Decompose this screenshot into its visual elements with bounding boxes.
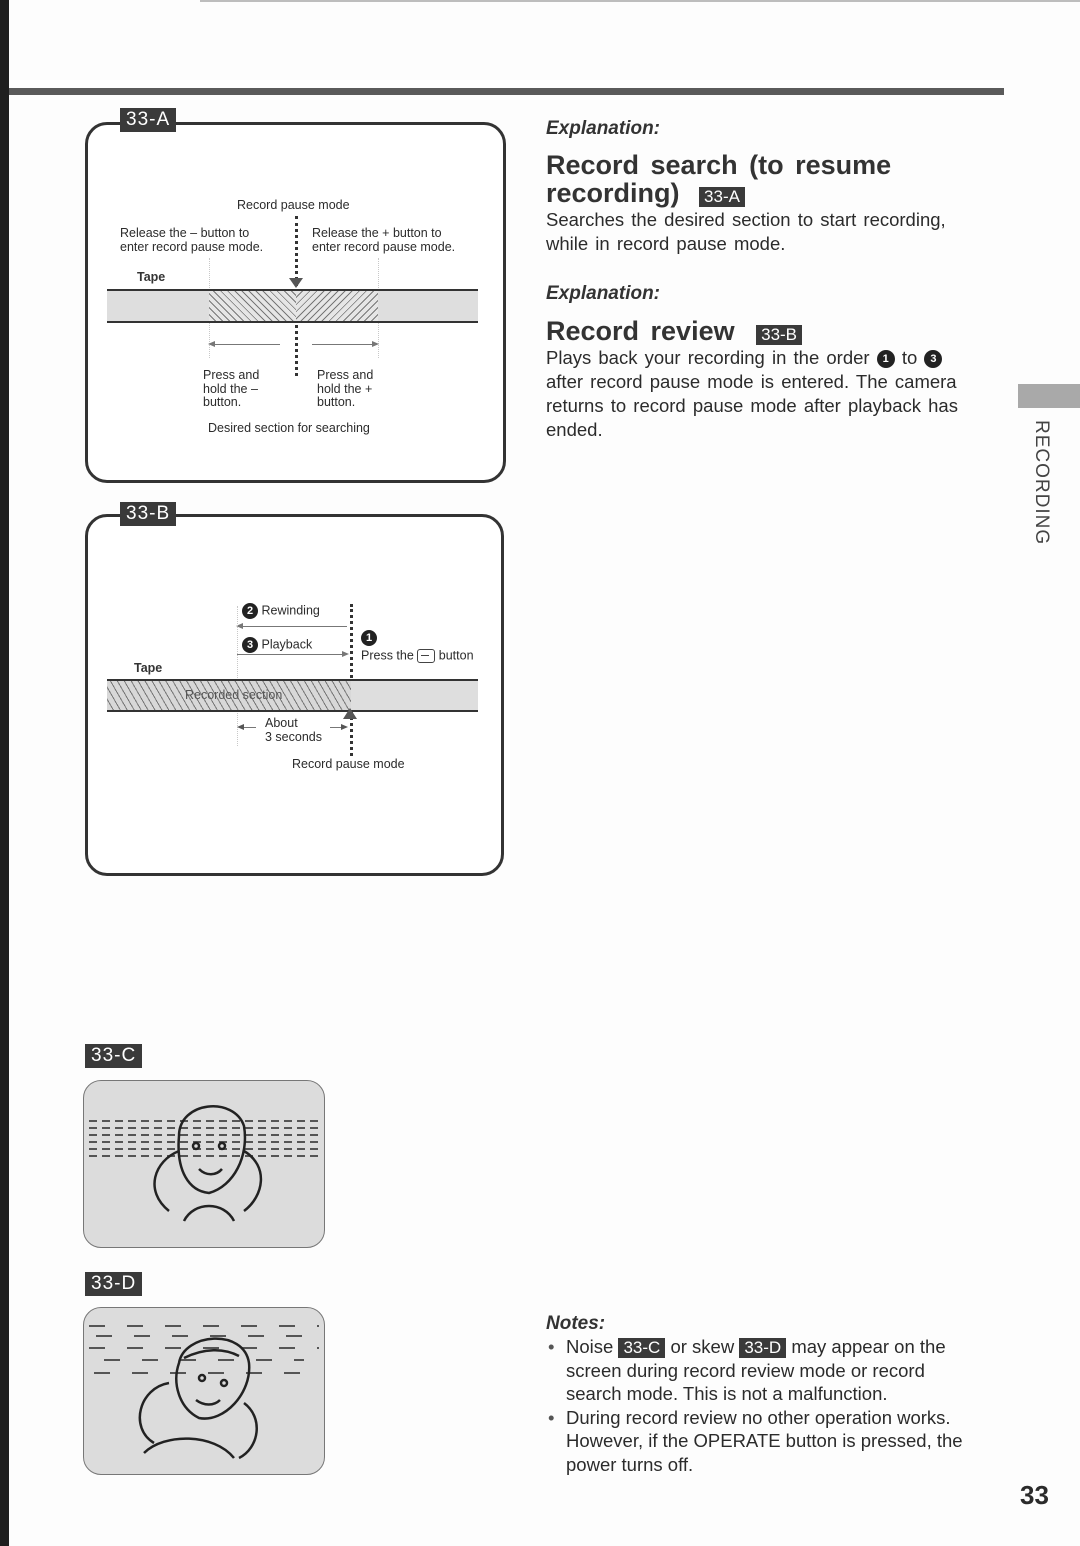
fig-b-rewind-arrow [240, 626, 347, 627]
record-search-title-line2 [546, 179, 891, 207]
record-review-body-line3: returns to record pause mode after playback has [546, 395, 958, 416]
explanation-label-1: Explanation: [546, 118, 661, 139]
record-search-title-line1: Record search (to resume [546, 150, 892, 180]
fig-b-about-left-arrowhead-icon [237, 724, 244, 730]
fig-b-playback-arrowhead-icon [342, 651, 349, 657]
figure-33b-tag: 33-B [120, 502, 176, 526]
binding-edge [0, 0, 9, 1546]
note-1-line2: screen during record review mode or record [566, 1359, 925, 1381]
record-review-button-icon [417, 649, 435, 663]
ref-tag-33c: 33-C [618, 1338, 665, 1358]
notes-label: Notes: [546, 1313, 606, 1334]
figure-33d-skew-illustration [83, 1307, 325, 1475]
fig-a-release-plus [312, 227, 455, 254]
body-line1-text: Plays back your recording in the order [546, 347, 870, 368]
note-item-1 [546, 1335, 996, 1406]
fig-a-down-arrow-icon [289, 278, 303, 288]
record-search-body-line2: while in record pause mode. [546, 233, 786, 254]
note-1-line1 [566, 1335, 996, 1359]
note-1-line3: search mode. This is not a malfunction. [566, 1383, 888, 1404]
figure-33c-tag: 33-C [85, 1044, 142, 1068]
fig-a-right-arrowhead-icon [372, 341, 379, 347]
press-plus-line1: Press and [317, 368, 374, 382]
record-search-body-line1: Searches the desired section to start recording, [546, 209, 946, 230]
side-tab-marker [1018, 384, 1080, 408]
section-title-record-search [546, 151, 891, 207]
step-3-badge: 3 [242, 637, 258, 653]
fig-b-recorded-section-label: Recorded section [185, 688, 283, 702]
order-to-badge: 3 [924, 350, 942, 368]
about-line2: 3 seconds [265, 729, 322, 744]
rewinding-label: Rewinding [261, 603, 320, 618]
note-2-line2: However, if the OPERATE button is pressed, the [566, 1430, 963, 1451]
note-1-post: may appear on the [791, 1336, 946, 1357]
figure-33c-noise-illustration [83, 1080, 325, 1248]
note-1-mid: or skew [670, 1336, 735, 1357]
fig-a-press-minus [203, 369, 259, 410]
notes-list [546, 1335, 996, 1476]
ref-tag-33a: 33-A [699, 187, 745, 207]
side-tab-label: RECORDING [1031, 420, 1052, 546]
record-search-title-text: recording) [546, 178, 680, 208]
release-minus-line2: enter record pause mode. [120, 239, 264, 254]
record-search-body [546, 208, 946, 256]
press-the-label: Press the [361, 648, 414, 663]
press-minus-line1: Press and [203, 368, 260, 382]
figure-33a-tag: 33-A [120, 108, 176, 132]
fig-b-playback [242, 637, 312, 653]
ref-tag-33d: 33-D [739, 1338, 786, 1358]
fig-b-tape-label: Tape [134, 661, 163, 675]
fig-b-playback-arrow [237, 654, 343, 655]
fig-b-tape [107, 679, 478, 712]
press-minus-line2: hold the – [203, 381, 258, 396]
explanation-label-2: Explanation: [546, 283, 661, 304]
step-2-badge: 2 [242, 603, 258, 619]
page-number: 33 [1020, 1480, 1049, 1510]
fig-a-tape-label: Tape [137, 270, 166, 284]
record-review-body-line2: after record pause mode is entered. The camera [546, 371, 957, 392]
fig-a-right-arrow [312, 344, 374, 345]
fig-a-tape [107, 289, 478, 323]
top-rule [9, 88, 1004, 95]
record-review-body-line4: ended. [546, 419, 603, 440]
press-plus-line2: hold the + [317, 381, 373, 396]
about-line1: About [265, 716, 298, 730]
step-1-badge: 1 [361, 630, 377, 646]
fig-b-record-pause-mode: Record pause mode [292, 757, 405, 771]
record-review-body [546, 346, 976, 442]
noise-portrait-icon [84, 1081, 325, 1248]
fig-b-about-left-arrow [242, 727, 256, 728]
press-plus-line3: button. [317, 395, 356, 409]
release-minus-line1: Release the – button to [120, 226, 250, 240]
fig-b-about-right-arrowhead-icon [341, 724, 348, 730]
release-plus-line1: Release the + button to [312, 226, 442, 240]
button-label: button [438, 648, 474, 663]
top-faint-line [200, 0, 1080, 2]
playback-label: Playback [261, 637, 313, 652]
to-word: to [901, 347, 918, 368]
note-item-2 [546, 1406, 996, 1477]
fig-b-about [265, 717, 322, 744]
fig-a-release-minus [120, 227, 263, 254]
fig-b-step1-badge-wrap [361, 629, 377, 647]
note-2-line3: power turns off. [566, 1453, 694, 1475]
record-review-body-line1 [546, 346, 976, 370]
fig-a-hatch-right [296, 291, 378, 321]
record-review-title-text: Record review [546, 316, 735, 346]
note-1-pre: Noise [566, 1336, 614, 1357]
release-plus-line2: enter record pause mode. [312, 239, 456, 254]
section-title-record-review [546, 317, 802, 345]
fig-b-press-button [361, 649, 474, 663]
fig-b-rewinding [242, 603, 320, 619]
press-minus-line3: button. [203, 395, 242, 409]
figure-33d-tag: 33-D [85, 1272, 142, 1296]
fig-b-up-arrow-icon [343, 708, 357, 719]
fig-a-left-arrow [212, 344, 280, 345]
fig-a-hatch-left [209, 291, 296, 321]
skew-portrait-icon [84, 1308, 325, 1475]
ref-tag-33b: 33-B [756, 325, 802, 345]
fig-a-desired-section: Desired section for searching [208, 421, 370, 435]
fig-a-record-pause-label: Record pause mode [237, 198, 350, 212]
note-2-line1: • During record review no other operation works. [566, 1406, 951, 1428]
fig-a-left-arrowhead-icon [208, 341, 215, 347]
order-from-badge: 1 [877, 350, 895, 368]
fig-a-press-plus [317, 369, 373, 410]
